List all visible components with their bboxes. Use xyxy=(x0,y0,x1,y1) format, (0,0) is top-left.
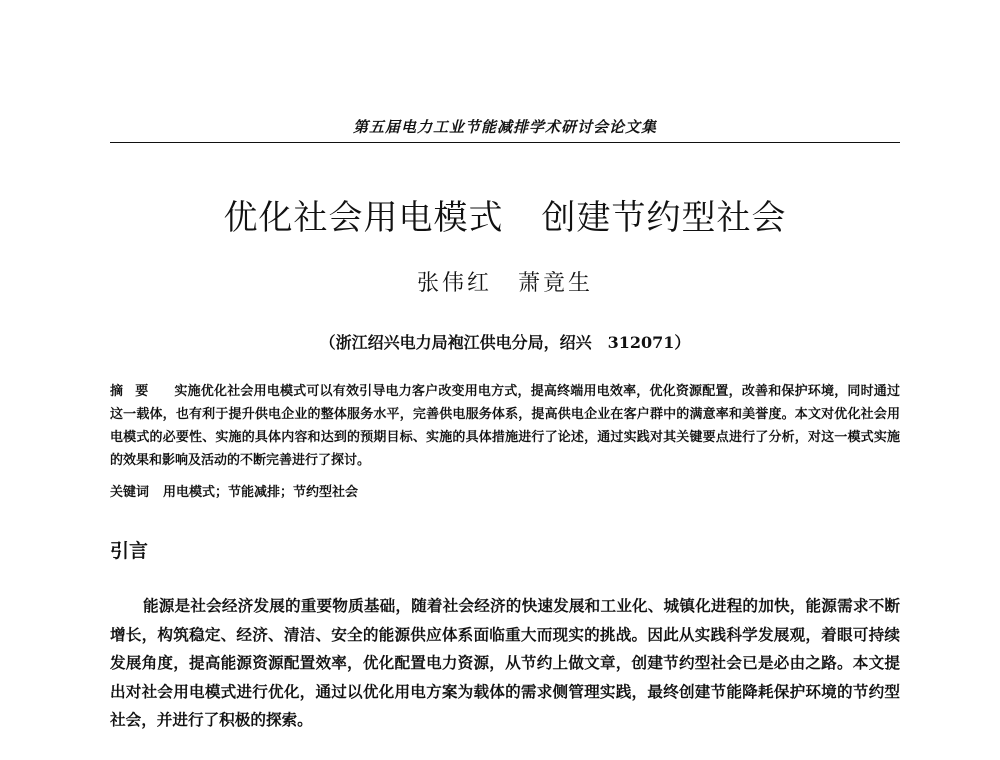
header-rule xyxy=(110,142,900,143)
abstract xyxy=(110,380,900,472)
keywords-label: 关键词 xyxy=(110,485,150,500)
author-line xyxy=(110,266,900,297)
author-1: 张伟红 xyxy=(416,271,492,296)
keywords xyxy=(110,483,900,503)
keywords-text: 用电模式；节能减排；节约型社会 xyxy=(163,485,359,500)
abstract-text: 实施优化社会用电模式可以有效引导电力客户改变用电方式，提高终端用电效率，优化资源配置，改善和保护环境，同时通过这一载体，也有利于提升供电企业的整体服务水平，完善供电服务体系，提高供电企业在客户群中的满意率和美誉度。本文对优化社会用电模式的必要性、实施的具体内容和达到的预期目标、实施的具体措施进行了论述，通过实践对其关键要点进行了分析，对这一模式实施的效果和影响及活动的不断完善进行了探讨。 xyxy=(110,384,900,468)
section-heading: 引言 xyxy=(110,540,149,562)
title-part-2: 创建节约型社会 xyxy=(541,198,787,238)
abstract-label: 摘要 xyxy=(110,384,161,399)
running-head: 第五届电力工业节能减排学术研讨会论文集 xyxy=(352,118,657,136)
paper-title xyxy=(110,190,900,239)
title-part-1: 优化社会用电模式 xyxy=(223,198,504,238)
author-2: 萧竟生 xyxy=(518,271,594,296)
affiliation: （浙江绍兴电力局袍江供电分局，绍兴 312071） xyxy=(319,333,691,352)
body-paragraph: 能源是社会经济发展的重要物质基础，随着社会经济的快速发展和工业化、城镇化进程的加快，能源需求不断增长，构筑稳定、经济、清洁、安全的能源供应体系面临重大而现实的挑战。因此从实践科学发展观，着眼可持续发展角度，提高能源资源配置效率，优化配置电力资源，从节约上做文章，创建节约型社会已是必由之路。本文提出对社会用电模式进行优化，通过以优化用电方案为载体的需求侧管理实践，最终创建节能降耗保护环境的节约型社会，并进行了积极的探索。 xyxy=(110,596,900,729)
